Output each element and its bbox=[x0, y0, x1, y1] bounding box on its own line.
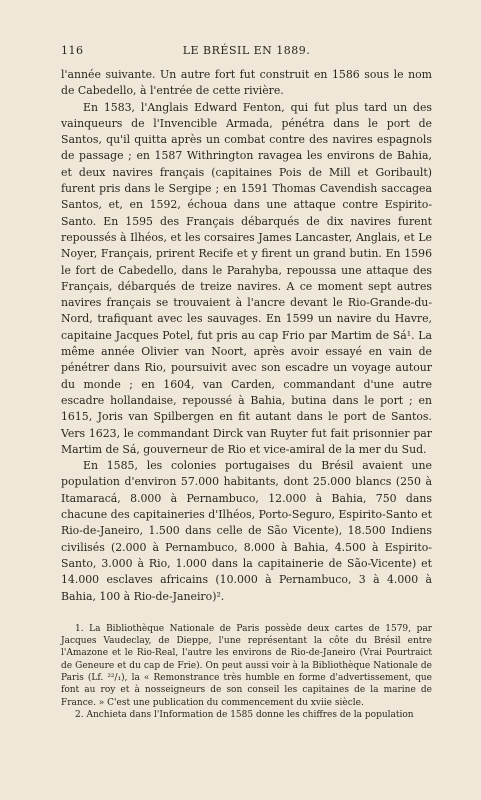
running-title: LE BRÉSIL EN 1889. bbox=[182, 44, 311, 57]
page-number: 116 bbox=[61, 44, 84, 57]
paragraph-2: En 1583, l'Anglais Edward Fenton, qui fut plus tard un des vainqueurs de l'Invencible Armada, pénétra dans le port de Santos, qu'il quitta après un combat contre des navires espagnols de passage ; en 1587 Withrington ravagea les environs de Bahia, et deux navires français (capitaines Pois de Mill et Goribault) furent pris dans le Sergipe ; en 1591 Thomas Cavendish saccagea Santos, et, en 1592, échoua dans une attaque contre Espirito-Santo. En 1595 des Français débarqués de dix navires furent repoussés à Ilhéos, et les corsaires James Lancaster, Anglais, et Le Noyer, Français, prirent Recife et y firent un grand butin. En 1596 le fort de Cabedello, dans le Parahyba, repoussa une attaque des Français, débarqués de treize navires. A ce moment sept autres navires français se trouvaient à l'ancre devant le Rio-Grande-du-Nord, trafiquant avec les sauvages. En 1599 un navire du Havre, capitaine Jacques Potel, fut pris au cap Frio par Martim de Sá¹. La même année Olivier van Noort, après avoir essayé en vain de pénétrer dans Rio, poursuivit avec son escadre un voyage autour du monde ; en 1604, van Carden, commandant d'une autre escadre hollandaise, repoussé à Bahia, butina dans le port ; en 1615, Joris van Spilbergen en fit autant dans le port de Santos. Vers 1623, le commandant Dirck van Ruyter fut fait prisonnier par Martim de Sá, gouverneur de Rio et vice-amiral de la mer du Sud. bbox=[61, 100, 432, 456]
footnotes bbox=[61, 623, 432, 721]
paragraph-3: En 1585, les colonies portugaises du Brésil avaient une population d'environ 57.000 habitants, dont 25.000 blancs (250 à Itamaracá, 8.000 à Pernambuco, 12.000 à Bahia, 750 dans chacune des capitaineries d'Ilhéos, Porto-Seguro, Espirito-Santo et Rio-de-Janeiro, 1.500 dans celle de São Vicente), 18.500 Indiens civilisés (2.000 à Pernambuco, 8.000 à Bahia, 4.500 à Espirito-Santo, 3.000 à Rio, 1.000 dans la capitainerie de São-Vicente) et 14.000 esclaves africains (10.000 à Pernambuco, 3 à 4.000 à Bahia, 100 à Rio-de-Janeiro)². bbox=[61, 459, 432, 603]
footnote-1: 1. La Bibliothèque Nationale de Paris possède deux cartes de 1579, par Jacques Vaudeclay, de Dieppe, l'une représentant la côte du Brésil entre l'Amazone et le Rio-Real, l'autre les environs de Rio-de-Janeiro (Vrai Pourtraict de Geneure et du cap de Frie). On peut aussi voir à la Bibliothèque Nationale de Paris (Lf. ²²/₁), la « Remonstrance très humble en forme d'advertissement, que font au roy et à nosseigneurs de son conseil les capitaines de la marine de France. » C'est une publication du commencement du xviie siècle. bbox=[61, 623, 432, 708]
running-head bbox=[61, 44, 432, 57]
footnote-2: 2. Anchieta dans l'Information de 1585 donne les chiffres de la population bbox=[75, 709, 414, 720]
paragraph-1: l'année suivante. Un autre fort fut construit en 1586 sous le nom de Cabedello, à l'entrée de cette rivière. bbox=[61, 68, 432, 98]
body-text bbox=[61, 67, 432, 605]
